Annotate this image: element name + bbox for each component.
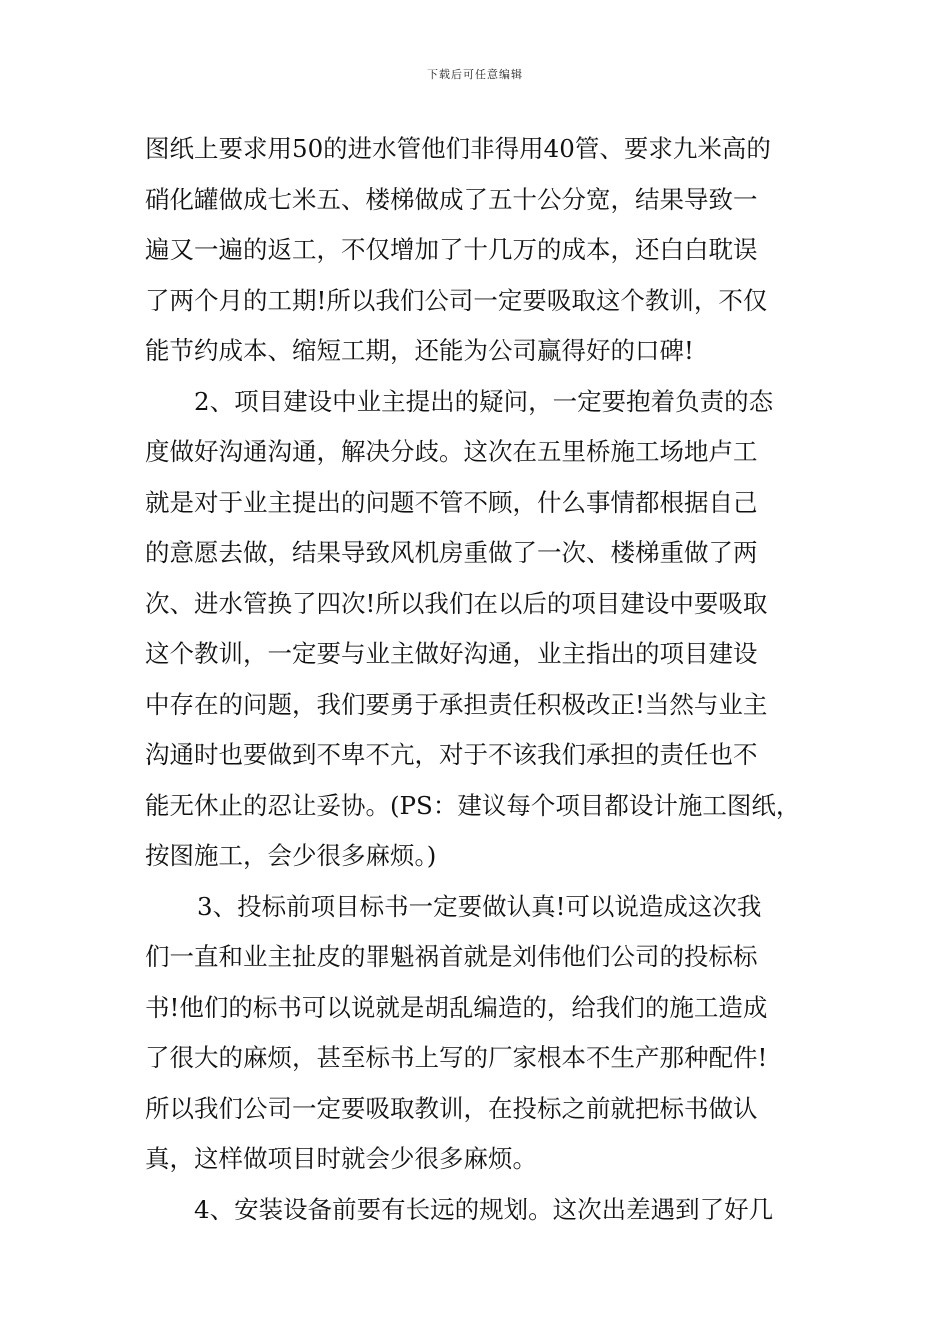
- page-header: 下载后可任意编辑: [427, 68, 523, 81]
- text-line: 就是对于业主提出的问题不管不顾，什么事情都根据自己: [145, 487, 758, 517]
- text-line: 度做好沟通沟通，解决分歧。这次在五里桥施工场地卢工: [145, 437, 758, 466]
- text-line: 中存在的问题，我们要勇于承担责任积极改正!当然与业主: [145, 689, 768, 719]
- text-line: 按图施工，会少很多麻烦。): [145, 841, 437, 870]
- text-line: 图纸上要求用50的进水管他们非得用40管、要求九米高的: [145, 134, 771, 163]
- text-line: 次、进水管换了四次!所以我们在以后的项目建设中要吸取: [145, 588, 768, 618]
- text-line: 遍又一遍的返工，不仅增加了十几万的成本，还白白耽误: [145, 235, 758, 264]
- document-body: [145, 124, 810, 1235]
- text-line: 的意愿去做，结果导致风机房重做了一次、楼梯重做了两: [145, 538, 758, 567]
- text-line: 真，这样做项目时就会少很多麻烦。: [145, 1144, 537, 1173]
- paragraph-2-start: 2、项目建设中业主提出的疑问，一定要抱着负责的态: [194, 386, 774, 416]
- text-line: 们一直和业主扯皮的罪魁祸首就是刘伟他们公司的投标标: [145, 942, 758, 971]
- text-line: 书!他们的标书可以说就是胡乱编造的，给我们的施工造成: [145, 992, 768, 1022]
- paragraph-3-start: 3、投标前项目标书一定要做认真!可以说造成这次我: [197, 891, 762, 921]
- text-line: 所以我们公司一定要吸取教训，在投标之前就把标书做认: [145, 1093, 758, 1123]
- text-line: 这个教训，一定要与业主做好沟通，业主指出的项目建设: [145, 639, 758, 668]
- text-line: 沟通时也要做到不卑不亢，对于不该我们承担的责任也不: [145, 740, 758, 769]
- paragraph-4-start: 4、安装设备前要有长远的规划。这次出差遇到了好几: [194, 1194, 774, 1224]
- text-line: 了两个月的工期!所以我们公司一定要吸取这个教训，不仅: [145, 285, 768, 315]
- text-line: 能无休止的忍让妥协。(PS：建议每个项目都设计施工图纸，: [145, 790, 801, 820]
- text-line: 能节约成本、缩短工期，还能为公司赢得好的口碑!: [145, 336, 694, 365]
- text-line: 硝化罐做成七米五、楼梯做成了五十公分宽，结果导致一: [145, 184, 758, 214]
- text-line: 了很大的麻烦，甚至标书上写的厂家根本不生产那种配件!: [145, 1043, 768, 1072]
